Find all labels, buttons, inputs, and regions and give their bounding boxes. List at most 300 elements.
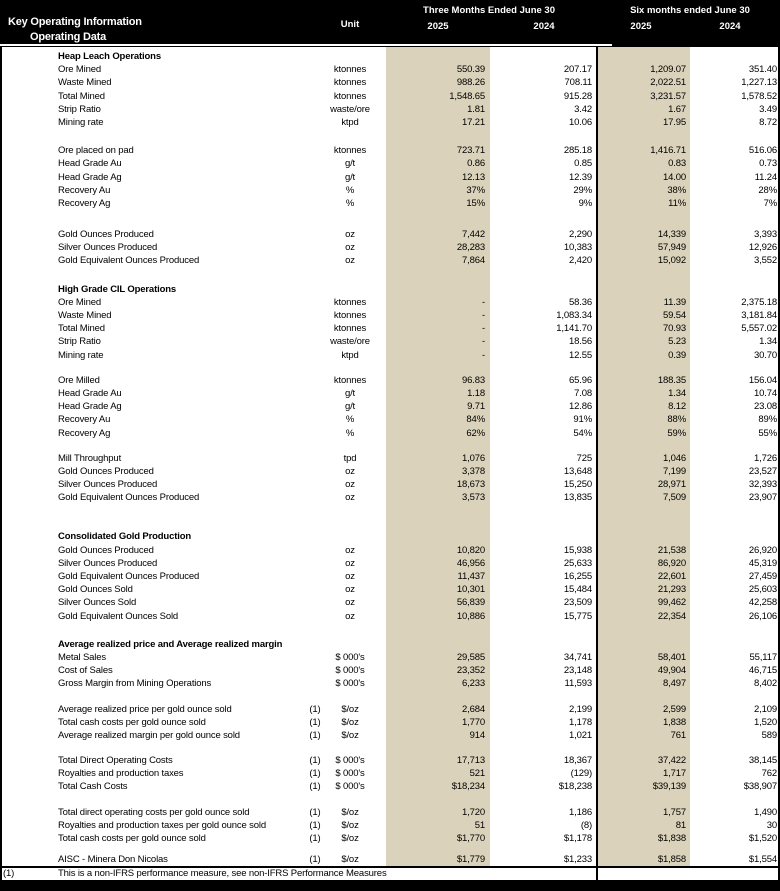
row-footnote-marker: (1)	[309, 833, 321, 844]
value-cell: 46,715	[748, 665, 777, 677]
footnote-separator	[0, 866, 780, 868]
row-footnote-marker: (1)	[309, 854, 321, 866]
table-row	[0, 374, 780, 387]
row-label: Total direct operating costs per gold ounce sold	[58, 806, 250, 818]
value-cell: 1.81	[467, 103, 485, 115]
value-cell: 21,538	[657, 544, 686, 556]
table-row	[0, 116, 780, 129]
bottom-border-band	[0, 880, 780, 891]
unit-cell: $/oz	[341, 833, 359, 844]
value-cell: 38,145	[748, 755, 777, 767]
row-label: Mining rate	[58, 116, 104, 128]
row-footnote-marker: (1)	[309, 806, 321, 818]
column-group-divider	[596, 47, 598, 880]
value-cell: 0.85	[574, 158, 592, 170]
table-row	[0, 703, 780, 716]
value-cell: 23,352	[456, 665, 485, 677]
table-row	[0, 819, 780, 832]
row-label: High Grade CIL Operations	[58, 283, 177, 295]
value-cell: 22,601	[657, 571, 686, 582]
value-cell: 55,117	[749, 651, 777, 663]
page-subtitle: Operating Data	[30, 31, 107, 43]
row-label: Ore Mined	[58, 296, 102, 308]
value-cell: 708.11	[564, 77, 592, 89]
unit-cell: waste/ore	[330, 103, 370, 115]
value-cell: 57,949	[657, 242, 686, 254]
value-cell: 49,904	[657, 665, 686, 677]
value-cell: 62%	[466, 427, 485, 439]
group-header-three-months: Three Months Ended June 30	[423, 5, 555, 16]
row-footnote-marker: (1)	[309, 729, 321, 741]
unit-cell: oz	[345, 557, 355, 569]
row-label: Total Mined	[58, 323, 105, 335]
table-row	[0, 754, 780, 767]
value-cell: 7,442	[461, 229, 485, 241]
value-cell: 3,573	[461, 492, 485, 504]
value-cell: 12.55	[568, 349, 592, 361]
row-label: Gold Ounces Produced	[58, 465, 154, 477]
value-cell: 2,684	[461, 703, 485, 715]
value-cell: $18,238	[558, 781, 592, 793]
unit-cell: ktonnes	[333, 374, 367, 386]
table-header	[0, 0, 780, 47]
unit-cell: g/t	[344, 401, 356, 413]
value-cell: 58,401	[657, 651, 686, 663]
row-label: Royalties and production taxes	[58, 768, 184, 780]
table-row	[0, 349, 780, 362]
value-cell: 23,148	[563, 665, 592, 677]
value-cell: 3,552	[753, 255, 777, 267]
table-row	[0, 557, 780, 570]
table-row	[0, 544, 780, 557]
row-label: Head Grade Ag	[58, 401, 122, 413]
value-cell: 84%	[466, 414, 485, 426]
value-cell: 9%	[578, 197, 592, 209]
row-label: Ore Milled	[58, 374, 100, 386]
value-cell: 16,255	[563, 571, 592, 582]
unit-cell: $ 000's	[335, 665, 365, 677]
value-cell: 12.39	[568, 171, 592, 183]
value-cell: -	[481, 336, 485, 348]
row-label: Gold Equivalent Ounces Produced	[58, 492, 200, 504]
value-cell: -	[481, 296, 485, 308]
unit-cell: oz	[345, 544, 355, 556]
value-cell: 15,938	[563, 544, 592, 556]
value-cell: 15,250	[563, 479, 592, 491]
value-cell: 11.24	[754, 171, 777, 183]
value-cell: 1.34	[668, 387, 686, 399]
value-cell: 723.71	[456, 145, 485, 157]
value-cell: 28,283	[456, 242, 485, 254]
value-cell: 10,301	[456, 584, 485, 596]
value-cell: -	[481, 310, 485, 321]
footnote-marker: (1)	[3, 868, 15, 879]
value-cell: 1,186	[568, 806, 592, 818]
value-cell: 8.12	[668, 401, 686, 413]
value-cell: 32,393	[748, 479, 777, 491]
value-cell: 27,459	[748, 571, 777, 582]
value-cell: 18.56	[568, 336, 592, 348]
table-row	[0, 729, 780, 742]
row-footnote-marker: (1)	[309, 755, 321, 767]
row-footnote-marker: (1)	[309, 703, 321, 715]
row-label: Ore Mined	[58, 64, 102, 76]
value-cell: 58.36	[568, 296, 592, 308]
value-cell: 589	[761, 729, 777, 741]
value-cell: 15,484	[563, 584, 592, 596]
value-cell: 1,227.13	[741, 77, 777, 89]
value-cell: 10.74	[753, 387, 777, 399]
value-cell: 1,141.70	[556, 323, 592, 335]
value-cell: 12.86	[568, 401, 592, 413]
table-row	[0, 780, 780, 793]
unit-cell: $/oz	[341, 703, 359, 715]
value-cell: 1,416.71	[650, 145, 686, 157]
value-cell: 0.83	[668, 158, 686, 170]
table-row	[0, 465, 780, 478]
row-label: Average realized margin per gold ounce sold	[58, 729, 240, 741]
table-row	[0, 427, 780, 440]
table-row	[0, 387, 780, 400]
value-cell: 23.08	[753, 401, 777, 413]
value-cell: 10,383	[563, 242, 592, 254]
table-row	[0, 184, 780, 197]
section-header-row	[0, 530, 780, 543]
table-row	[0, 806, 780, 819]
value-cell: 23,907	[748, 492, 777, 504]
table-row	[0, 241, 780, 254]
subtitle-underline	[0, 44, 612, 46]
table-row	[0, 452, 780, 465]
unit-cell: ktpd	[341, 116, 359, 128]
value-cell: 17.95	[662, 116, 686, 128]
value-cell: 1.34	[759, 336, 777, 348]
value-cell: 17,713	[456, 755, 485, 767]
row-label: Silver Ounces Sold	[58, 597, 137, 609]
value-cell: 17.21	[461, 116, 485, 128]
unit-cell: oz	[345, 479, 355, 491]
unit-cell: %	[345, 427, 355, 439]
unit-cell: oz	[345, 255, 355, 267]
value-cell: 1,520	[753, 716, 777, 728]
unit-cell: oz	[345, 571, 355, 582]
value-cell: 23,509	[563, 597, 592, 609]
table-row	[0, 716, 780, 729]
value-cell: 2,375.18	[741, 296, 777, 308]
row-label: Royalties and production taxes per gold ounce sold	[58, 819, 266, 831]
unit-cell: $/oz	[341, 729, 359, 741]
value-cell: 28,971	[657, 479, 686, 491]
row-label: Ore placed on pad	[58, 145, 134, 157]
value-cell: (129)	[570, 768, 592, 780]
value-cell: 1,757	[662, 806, 686, 818]
col-header-q2-2025: 2025	[427, 21, 449, 32]
row-label: Gross Margin from Mining Operations	[58, 678, 212, 690]
unit-cell: ktonnes	[333, 296, 367, 308]
section-header-row	[0, 50, 780, 63]
unit-cell: ktonnes	[333, 145, 367, 157]
value-cell: 1.67	[668, 103, 686, 115]
row-label: Total Mined	[58, 90, 105, 102]
row-label: Waste Mined	[58, 310, 112, 321]
value-cell: 45,319	[748, 557, 777, 569]
table-row	[0, 296, 780, 309]
value-cell: 1,490	[753, 806, 777, 818]
value-cell: 13,835	[563, 492, 592, 504]
table-row	[0, 90, 780, 103]
row-label: Mining rate	[58, 349, 104, 361]
unit-cell: g/t	[344, 171, 356, 183]
value-cell: 0.73	[759, 158, 777, 170]
row-label: Total Direct Operating Costs	[58, 755, 173, 767]
value-cell: 88%	[667, 414, 686, 426]
value-cell: 13,648	[563, 465, 592, 477]
value-cell: 3.42	[574, 103, 592, 115]
value-cell: 7,864	[461, 255, 485, 267]
value-cell: 96.83	[461, 374, 485, 386]
col-header-h1-2025: 2025	[630, 21, 652, 32]
value-cell: $39,139	[652, 781, 686, 793]
row-label: Heap Leach Operations	[58, 51, 161, 62]
value-cell: 1,209.07	[650, 64, 686, 76]
value-cell: 761	[670, 729, 686, 741]
value-cell: $1,779	[456, 854, 485, 866]
value-cell: 9.71	[467, 401, 485, 413]
value-cell: 521	[469, 768, 485, 780]
value-cell: 7,199	[662, 465, 686, 477]
value-cell: 207.17	[563, 64, 592, 76]
row-footnote-marker: (1)	[309, 781, 321, 793]
table-row	[0, 664, 780, 677]
value-cell: 28%	[758, 184, 777, 196]
unit-cell: ktonnes	[333, 310, 367, 321]
unit-cell: oz	[345, 465, 355, 477]
row-label: Gold Ounces Sold	[58, 584, 133, 596]
value-cell: 1,548.65	[449, 90, 485, 102]
unit-cell: $ 000's	[335, 755, 365, 767]
row-label: Recovery Au	[58, 184, 111, 196]
unit-cell: $/oz	[341, 716, 359, 728]
value-cell: 23,527	[748, 465, 777, 477]
unit-cell: g/t	[344, 158, 356, 170]
value-cell: 8.72	[759, 116, 777, 128]
value-cell: $1,554	[748, 854, 777, 866]
value-cell: 15%	[466, 197, 485, 209]
value-cell: $18,234	[451, 781, 485, 793]
unit-cell: g/t	[344, 387, 356, 399]
value-cell: 14.00	[662, 171, 686, 183]
unit-cell: %	[345, 184, 355, 196]
row-label: Metal Sales	[58, 651, 106, 663]
value-cell: 285.18	[563, 145, 592, 157]
value-cell: 1,720	[461, 806, 485, 818]
value-cell: 1,770	[461, 716, 485, 728]
row-label: Consolidated Gold Production	[58, 531, 192, 543]
value-cell: 2,022.51	[650, 77, 686, 89]
table-row	[0, 197, 780, 210]
value-cell: 2,420	[568, 255, 592, 267]
unit-cell: oz	[345, 610, 355, 622]
unit-cell: oz	[345, 229, 355, 241]
row-label: Waste Mined	[58, 77, 112, 89]
value-cell: 34,741	[563, 651, 592, 663]
unit-cell: $/oz	[341, 854, 359, 866]
value-cell: 65.96	[568, 374, 592, 386]
value-cell: 5,557.02	[741, 323, 777, 335]
value-cell: 3,378	[461, 465, 485, 477]
value-cell: 3.49	[759, 103, 777, 115]
unit-cell: $ 000's	[335, 651, 365, 663]
value-cell: 37,422	[657, 755, 686, 767]
unit-cell: $ 000's	[335, 678, 365, 690]
value-cell: 38%	[667, 184, 686, 196]
value-cell: $1,838	[657, 833, 686, 844]
value-cell: $1,858	[657, 854, 686, 866]
value-cell: 8,402	[753, 678, 777, 690]
value-cell: 1,578.52	[741, 90, 777, 102]
value-cell: 15,092	[657, 255, 686, 267]
value-cell: $1,178	[563, 833, 592, 844]
value-cell: 915.28	[563, 90, 592, 102]
value-cell: 99,462	[657, 597, 686, 609]
row-label: Gold Equivalent Ounces Produced	[58, 571, 200, 582]
value-cell: 0.86	[467, 158, 485, 170]
value-cell: 12.13	[461, 171, 485, 183]
value-cell: 11.39	[663, 296, 686, 308]
value-cell: 37%	[466, 184, 485, 196]
value-cell: 3,393	[753, 229, 777, 241]
value-cell: 550.39	[456, 64, 485, 76]
row-label: Mill Throughput	[58, 452, 122, 464]
value-cell: 29,585	[456, 651, 485, 663]
row-label: Total cash costs per gold ounce sold	[58, 833, 206, 844]
value-cell: 1,083.34	[556, 310, 592, 321]
table-row	[0, 570, 780, 583]
value-cell: 3,231.57	[650, 90, 686, 102]
value-cell: 81	[675, 819, 686, 831]
value-cell: 59.54	[662, 310, 686, 321]
row-label: Gold Ounces Produced	[58, 229, 154, 241]
row-label: Gold Equivalent Ounces Produced	[58, 255, 200, 267]
value-cell: 54%	[573, 427, 592, 439]
unit-cell: tpd	[343, 452, 357, 464]
row-label: Head Grade Au	[58, 387, 122, 399]
row-label: Silver Ounces Produced	[58, 557, 158, 569]
row-label: Silver Ounces Produced	[58, 479, 158, 491]
row-footnote-marker: (1)	[309, 768, 321, 780]
value-cell: 11,437	[457, 571, 485, 582]
row-label: Head Grade Au	[58, 158, 122, 170]
value-cell: 762	[761, 768, 777, 780]
value-cell: 59%	[667, 427, 686, 439]
table-row	[0, 491, 780, 504]
value-cell: 351.40	[748, 64, 777, 76]
value-cell: 86,920	[657, 557, 686, 569]
table-row	[0, 853, 780, 866]
table-row	[0, 400, 780, 413]
table-row	[0, 767, 780, 780]
table-row	[0, 596, 780, 609]
table-row	[0, 478, 780, 491]
value-cell: 2,290	[568, 229, 592, 241]
row-footnote-marker: (1)	[309, 716, 321, 728]
unit-cell: ktonnes	[333, 64, 367, 76]
value-cell: 3,181.84	[741, 310, 777, 321]
value-cell: 6,233	[461, 678, 485, 690]
value-cell: 25,603	[748, 584, 777, 596]
table-row	[0, 63, 780, 76]
unit-cell: oz	[345, 584, 355, 596]
value-cell: 91%	[573, 414, 592, 426]
row-label: Recovery Ag	[58, 427, 111, 439]
value-cell: 46,956	[456, 557, 485, 569]
table-row	[0, 322, 780, 335]
value-cell: 1,838	[662, 716, 686, 728]
row-label: Cost of Sales	[58, 665, 113, 677]
table-row	[0, 335, 780, 348]
value-cell: $1,233	[563, 854, 592, 866]
row-label: Gold Equivalent Ounces Sold	[58, 610, 179, 622]
table-row	[0, 832, 780, 845]
unit-cell: waste/ore	[330, 336, 370, 348]
value-cell: 8,497	[662, 678, 686, 690]
value-cell: 29%	[573, 184, 592, 196]
value-cell: 12,926	[748, 242, 777, 254]
table-row	[0, 583, 780, 596]
value-cell: 21,293	[657, 584, 686, 596]
value-cell: 11%	[668, 197, 686, 209]
value-cell: 10,886	[456, 610, 485, 622]
row-label: AISC - Minera Don Nicolas	[58, 854, 168, 866]
value-cell: $1,520	[748, 833, 777, 844]
value-cell: -	[481, 323, 485, 335]
unit-cell: ktonnes	[333, 323, 367, 335]
value-cell: 1,178	[568, 716, 592, 728]
row-label: Strip Ratio	[58, 103, 101, 115]
value-cell: 15,775	[563, 610, 592, 622]
value-cell: 725	[576, 452, 592, 464]
value-cell: 26,920	[748, 544, 777, 556]
value-cell: $1,770	[456, 833, 485, 844]
table-row	[0, 144, 780, 157]
unit-cell: ktpd	[341, 349, 359, 361]
value-cell: 1,717	[662, 768, 686, 780]
value-cell: 5.23	[668, 336, 686, 348]
value-cell: 156.04	[748, 374, 777, 386]
value-cell: 70.93	[662, 323, 686, 335]
table-row	[0, 413, 780, 426]
row-footnote-marker: (1)	[309, 819, 321, 831]
unit-cell: $ 000's	[335, 781, 365, 793]
value-cell: 18,673	[456, 479, 485, 491]
row-label: Gold Ounces Produced	[58, 544, 154, 556]
row-label: Average realized price and Average realized margin	[58, 638, 283, 650]
value-cell: 10,820	[456, 544, 485, 556]
value-cell: 2,199	[568, 703, 592, 715]
table-body	[0, 47, 780, 866]
value-cell: 56,839	[456, 597, 485, 609]
table-row	[0, 254, 780, 267]
table-row	[0, 171, 780, 184]
unit-cell: ktonnes	[333, 77, 367, 89]
value-cell: 89%	[758, 414, 777, 426]
col-header-h1-2024: 2024	[719, 21, 741, 32]
left-border	[0, 47, 2, 891]
section-header-row	[0, 638, 780, 651]
value-cell: 55%	[758, 427, 777, 439]
value-cell: 0.39	[668, 349, 686, 361]
table-row	[0, 76, 780, 89]
